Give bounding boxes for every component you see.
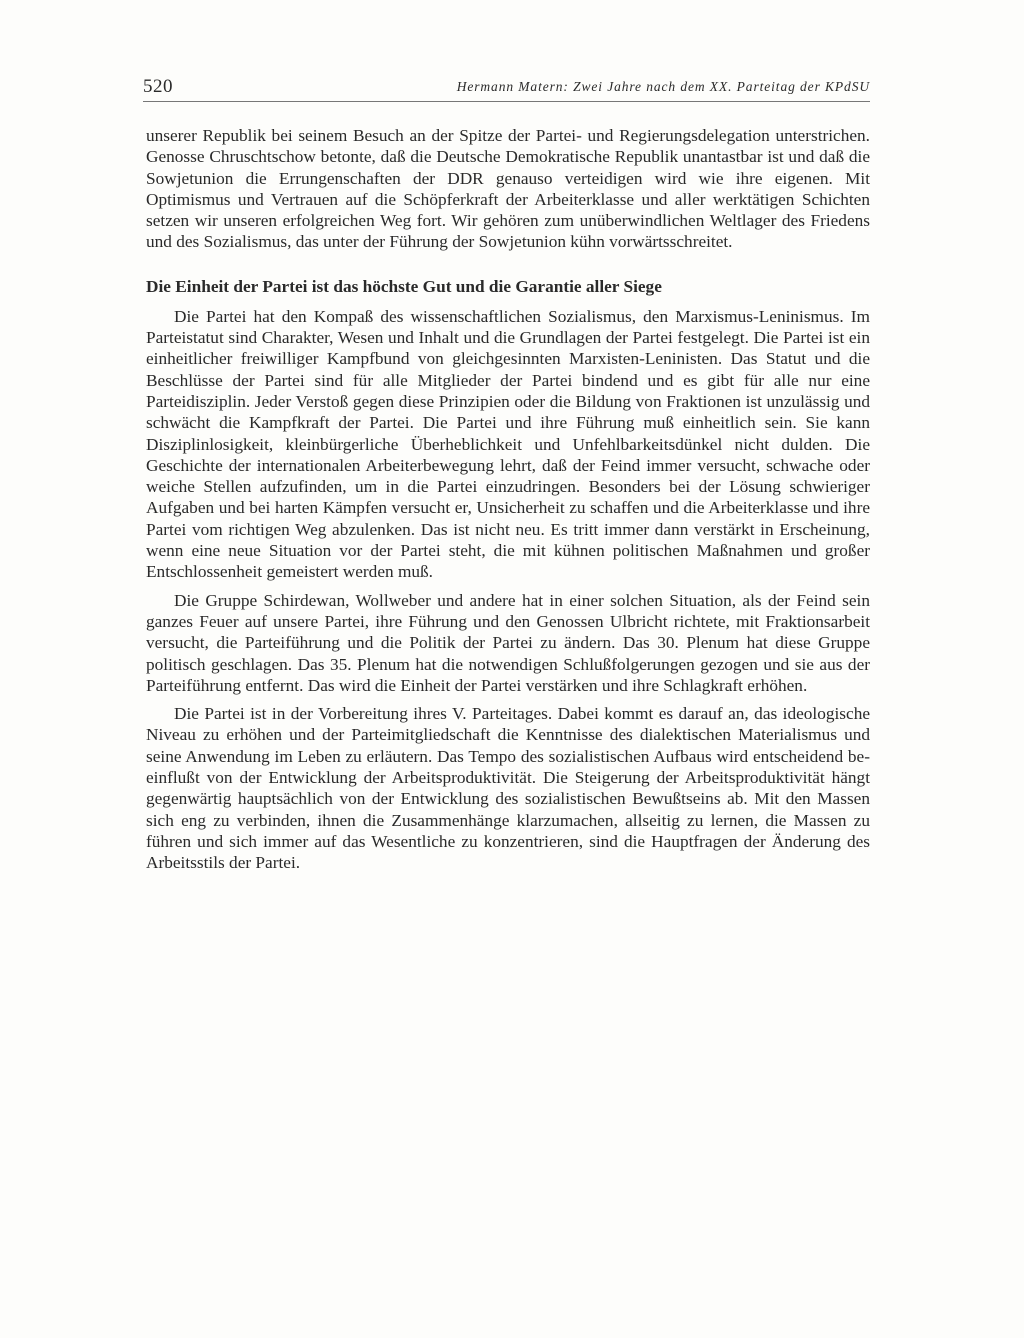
- body-text: [146, 125, 870, 874]
- running-title: Hermann Matern: Zwei Jahre nach dem XX. Parteitag der KPdSU: [456, 79, 870, 94]
- paragraph-parteitag: Die Partei ist in der Vorbereitung ihres V. Parteitages. Dabei kommt es darauf an, das ideologische Niveau zu erhöhen und der Parteimitgliedschaft die Kenntnisse des dialektischen Materialismus und seine Anwendung im Leben zu erläutern. Das Tempo des sozialistischen Aufbaus wird entscheidend beeinflußt von der Entwicklung der Arbeitsproduktivität. Die Steigerung der Arbeitsproduktivität hängt gegenwärtig hauptsächlich von der Entwicklung des sozialistischen Bewußtseins ab. Mit den Massen sich eng zu verbinden, ihnen die Zusammenhänge klarzumachen, allseitig zu lernen, die Massen zu führen und sich immer auf das Wesentliche zu konzentrieren, sind die Hauptfragen der Änderung des Arbeitsstils der Partei.: [146, 704, 870, 873]
- page-number: 520: [143, 76, 173, 97]
- section-heading: Die Einheit der Partei ist das höchste Gut und die Garantie aller Siege: [146, 276, 662, 296]
- paragraph-kompass: Die Partei hat den Kompaß des wissenschaftlichen Sozialismus, den Marxismus-Leninismus. Im Parteistatut sind Charakter, Wesen und Inhalt und die Grundlagen der Partei festgelegt. Die Partei ist ein einheitlicher freiwilliger Kampfbund von gleichgesinnten Marxisten-Leninisten. Das Statut und die Beschlüsse der Partei sind für alle Mitglieder der Partei bindend und es gibt für alle nur eine Parteidisziplin. Jeder Verstoß gegen diese Prinzipien oder die Bildung von Fraktionen ist unzulässig und schwächt die Kampfkraft der Partei. Die Partei und ihre Führung muß einheitlich sein. Sie kann Disziplinlosigkeit, kleinbürgerliche Überheblichkeit und Unfehlbarkeitsdünkel nicht dulden. Die Geschichte der internationalen Arbeiterbewegung lehrt, daß der Feind immer versucht, schwache oder weiche Stellen aufzufinden, um in die Partei einzudringen. Besonders bei der Lösung schwieriger Aufgaben und bei harten Kämpfen versucht er, Unsicherheit zu schaffen und die Arbeiterklasse und ihre Partei vom richtigen Weg abzulenken. Das ist nicht neu. Es tritt immer dann verstärkt in Erscheinung, wenn eine neue Situation vor der Partei steht, die mit kühnen politischen Maßnahmen und großer Entschlossenheit gemeistert werden muß.: [146, 306, 870, 582]
- intro-paragraph: unserer Republik bei seinem Besuch an der Spitze der Partei- und Regierungsdelegation unterstrichen. Genosse Chruschtschow betonte, daß die Deutsche Demokratische Republik unantastbar ist und daß die Sowjetunion die Errungenschaften der DDR genauso verteidigen wird wie ihre eigenen. Mit Optimismus und Vertrauen auf die Schöpferkraft der Arbeiterklasse und aller werktätigen Schichten setzen wir unseren erfolgreichen Weg fort. Wir gehören zum unüberwindlichen Weltlager des Friedens und des Sozialismus, das unter der Führung der Sowjetunion kühn vorwärtsschreitet.: [146, 126, 870, 252]
- header-rule: [143, 101, 870, 102]
- running-header: [143, 74, 870, 100]
- paragraph-gruppe-schirdewan: Die Gruppe Schirdewan, Wollweber und andere hat in einer solchen Situation, als der Feind sein ganzes Feuer auf unsere Partei, ihre Führung und den Genossen Ulbricht richtete, mit Fraktionsarbeit versucht, die Parteiführung und die Politik der Partei zu ändern. Das 30. Plenum hat diese Gruppe politisch geschlagen. Das 35. Plenum hat die notwendigen Schlußfolgerungen gezogen und sie aus der Parteiführung entfernt. Das wird die Einheit der Partei verstärken und ihre Schlagkraft erhöhen.: [146, 590, 870, 695]
